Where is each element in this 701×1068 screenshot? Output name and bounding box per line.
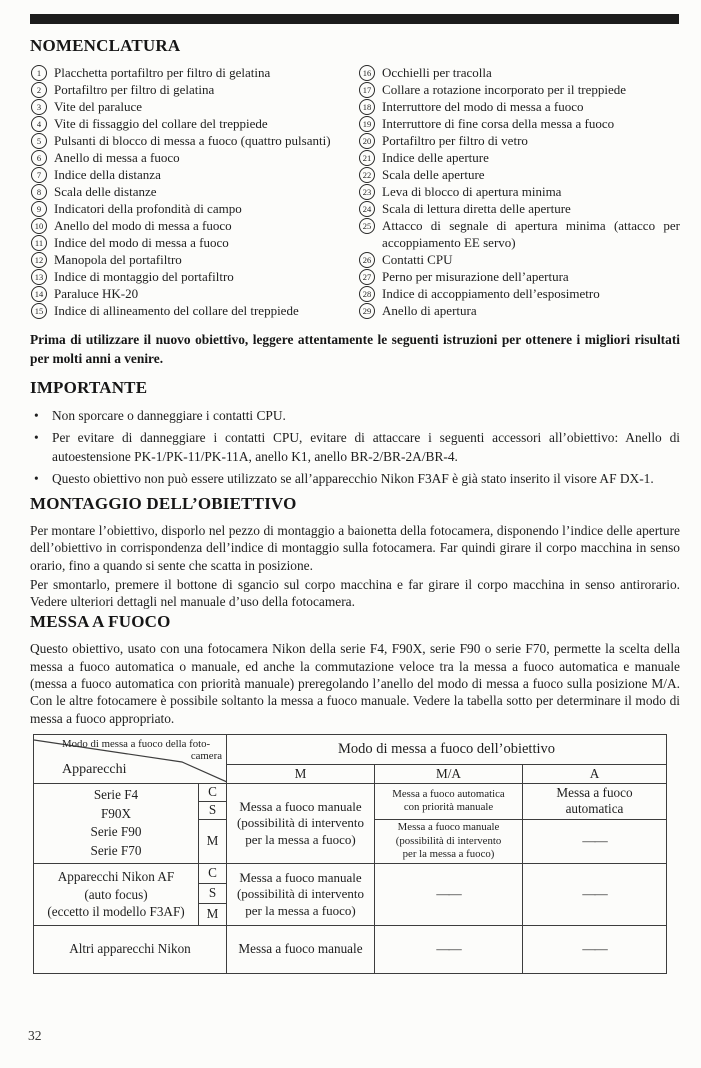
list-item-label: Contatti CPU bbox=[382, 252, 453, 267]
section-heading-nomenclatura: NOMENCLATURA bbox=[30, 36, 181, 55]
item-number-badge: 18 bbox=[359, 99, 375, 115]
item-number-badge: 8 bbox=[31, 184, 47, 200]
dash: —— bbox=[582, 833, 607, 849]
camera-name: Apparecchi Nikon AF bbox=[57, 869, 175, 885]
item-number-badge: 17 bbox=[359, 82, 375, 98]
column-header-a: A bbox=[523, 765, 667, 784]
list-item-label: Perno per misurazione dell’apertura bbox=[382, 269, 569, 284]
item-number-badge: 11 bbox=[31, 235, 47, 251]
row3-ma-result bbox=[375, 926, 523, 974]
list-item-label: Manopola del portafiltro bbox=[54, 252, 182, 267]
list-item-label: Occhielli per tracolla bbox=[382, 65, 492, 80]
row1-a-result-top bbox=[523, 784, 667, 820]
result-line: Messa a fuoco manuale bbox=[397, 821, 500, 834]
row1-ma-result-bottom bbox=[375, 820, 523, 864]
item-number-badge: 28 bbox=[359, 286, 375, 302]
row2-a-result bbox=[523, 864, 667, 926]
section-heading-messa-a-fuoco: MESSA A FUOCO bbox=[30, 612, 171, 632]
list-item bbox=[30, 285, 344, 302]
item-number-badge: 16 bbox=[359, 65, 375, 81]
item-number-badge: 21 bbox=[359, 150, 375, 166]
list-item bbox=[30, 200, 344, 217]
result-line: Messa a fuoco manuale bbox=[238, 941, 363, 957]
result-line: Messa a fuoco automatica bbox=[392, 787, 505, 800]
list-item-label: Vite del paraluce bbox=[54, 99, 143, 114]
list-item bbox=[358, 302, 680, 319]
list-item-label: Anello del modo di messa a fuoco bbox=[54, 218, 232, 233]
row1-m-result bbox=[227, 784, 375, 864]
list-item bbox=[358, 200, 680, 217]
row1-a-result-bottom bbox=[523, 820, 667, 864]
list-item bbox=[358, 183, 680, 200]
list-item-label: Indice di accoppiamento dell’esposimetro bbox=[382, 286, 600, 301]
item-number-badge: 4 bbox=[31, 116, 47, 132]
bullet-item bbox=[30, 406, 680, 426]
item-number-badge: 14 bbox=[31, 286, 47, 302]
montaggio-paragraph-1: Per montare l’obiettivo, disporlo nel pezzo di montaggio a baionetta della fotocamera, disponendo l’indice delle aperture dell’obiettivo in corrispondenza dell’indice di montaggio sulla fotocamera. Far quindi girare il corpo macchina in senso orario, fino a quando si sente che scatta in posizione. bbox=[30, 523, 680, 573]
item-number-badge: 24 bbox=[359, 201, 375, 217]
list-item-label: Indice del modo di messa a fuoco bbox=[54, 235, 229, 250]
dash: —— bbox=[436, 941, 461, 957]
nomenclatura-list bbox=[30, 64, 680, 319]
section-heading-importante: IMPORTANTE bbox=[30, 378, 148, 397]
row3-cameras-cell: Altri apparecchi Nikon bbox=[34, 926, 227, 974]
list-item bbox=[358, 217, 680, 251]
list-item bbox=[358, 115, 680, 132]
messa-paragraph: Questo obiettivo, usato con una fotocamera Nikon della serie F4, F90X, serie F90 o serie F70, permette la scelta della messa a fuoco automatica o manuale, ed anche la commutazione veloce tra la messa a fuoco automatica e manuale (messa a fuoco automatica con priorità manuale) preregolando l’anello del modo di messa a fuoco sulla posizione M/A. Con le altre fotocamere è possibile soltanto la messa a fuoco manuale. Vedere la tabella sotto per determinare il modo di messa a fuoco appropriato. bbox=[30, 641, 680, 726]
result-line: automatica bbox=[565, 801, 624, 817]
result-line: con priorità manuale bbox=[403, 801, 494, 814]
camera-name: Serie F90 bbox=[90, 824, 142, 840]
item-number-badge: 13 bbox=[31, 269, 47, 285]
row2-ma-result bbox=[375, 864, 523, 926]
list-item-label: Scala di lettura diretta delle aperture bbox=[382, 201, 571, 216]
list-item bbox=[30, 234, 344, 251]
item-number-badge: 5 bbox=[31, 133, 47, 149]
row2-cameras-cell bbox=[34, 864, 199, 926]
montaggio-paragraph-2: Per smontarlo, premere il bottone di sgancio sul corpo macchina e far girare il corpo macchina in senso antirorario. Vedere ulteriori dettagli nel manuale d’uso della fotocamera. bbox=[30, 576, 680, 610]
corner-label-camera-mode-line1: Modo di messa a fuoco della foto- bbox=[62, 737, 211, 750]
list-item bbox=[30, 251, 344, 268]
item-number-badge: 19 bbox=[359, 116, 375, 132]
item-number-badge: 2 bbox=[31, 82, 47, 98]
list-item-label: Anello di messa a fuoco bbox=[54, 150, 180, 165]
list-item bbox=[358, 149, 680, 166]
intro-note: Prima di utilizzare il nuovo obiettivo, leggere attentamente le seguenti istruzioni per ottenere i migliori risultati per molti anni a venire. bbox=[30, 332, 680, 366]
page-content bbox=[30, 36, 680, 974]
item-number-badge: 1 bbox=[31, 65, 47, 81]
bullet-icon: • bbox=[34, 470, 39, 486]
list-item-label: Scala delle distanze bbox=[54, 184, 157, 199]
dash: —— bbox=[582, 941, 607, 957]
list-item-label: Attacco di segnale di apertura minima (attacco per accoppiamento EE servo) bbox=[382, 218, 680, 250]
item-number-badge: 26 bbox=[359, 252, 375, 268]
row2-mode-s: S bbox=[199, 884, 227, 904]
list-item-label: Indice di montaggio del portafiltro bbox=[54, 269, 234, 284]
list-item bbox=[30, 64, 344, 81]
camera-name: F90X bbox=[100, 805, 132, 821]
item-number-badge: 7 bbox=[31, 167, 47, 183]
list-item-label: Paraluce HK-20 bbox=[54, 286, 139, 301]
list-item bbox=[358, 64, 680, 81]
list-item-label: Leva di blocco di apertura minima bbox=[382, 184, 562, 199]
result-line: Messa a fuoco manuale bbox=[239, 799, 362, 815]
item-number-badge: 6 bbox=[31, 150, 47, 166]
list-item-label: Indice delle aperture bbox=[382, 150, 489, 165]
bullet-item bbox=[30, 428, 680, 467]
column-header-m: M bbox=[227, 765, 375, 784]
corner-label-apparecchi: Apparecchi bbox=[62, 762, 127, 778]
list-item bbox=[30, 268, 344, 285]
row2-m-result bbox=[227, 864, 375, 926]
list-item-label: Collare a rotazione incorporato per il treppiede bbox=[382, 82, 627, 97]
list-item-label: Vite di fissaggio del collare del treppiede bbox=[54, 116, 268, 131]
list-item-label: Anello di apertura bbox=[382, 303, 477, 318]
bullet-text: Per evitare di danneggiare i contatti CPU, evitare di attaccare i seguenti accessori all’obiettivo: Anello di autoestensione PK-1/PK-11/PK-11A, anello K1, anello BR-2/BR-2A/BR-4. bbox=[52, 429, 680, 464]
bullet-text: Questo obiettivo non può essere utilizzato se all’apparecchio Nikon F3AF è già stato inserito il visore AF DX-1. bbox=[52, 470, 654, 486]
list-item bbox=[358, 132, 680, 149]
list-item-label: Interruttore di fine corsa della messa a fuoco bbox=[382, 116, 615, 131]
bullet-icon: • bbox=[34, 429, 39, 445]
item-number-badge: 15 bbox=[31, 303, 47, 319]
row1-mode-m: M bbox=[199, 820, 227, 864]
nomenclatura-right-column bbox=[358, 64, 680, 319]
row2-mode-m: M bbox=[199, 904, 227, 926]
result-line: Messa a fuoco manuale bbox=[239, 870, 362, 886]
item-number-badge: 12 bbox=[31, 252, 47, 268]
item-number-badge: 27 bbox=[359, 269, 375, 285]
row1-cameras-cell bbox=[34, 784, 199, 864]
list-item bbox=[358, 98, 680, 115]
result-line: (possibilità di intervento bbox=[395, 834, 502, 847]
dash: —— bbox=[436, 886, 461, 902]
result-line: (possibilità di intervento bbox=[236, 815, 365, 831]
list-item-label: Portafiltro per filtro di gelatina bbox=[54, 82, 215, 97]
item-number-badge: 22 bbox=[359, 167, 375, 183]
list-item bbox=[358, 268, 680, 285]
row3-a-result bbox=[523, 926, 667, 974]
list-item bbox=[358, 81, 680, 98]
lens-mode-header: Modo di messa a fuoco dell’obiettivo bbox=[227, 735, 667, 765]
dash: —— bbox=[582, 886, 607, 902]
camera-name: (eccetto il modello F3AF) bbox=[47, 904, 185, 920]
list-item-label: Indice di allineamento del collare del treppiede bbox=[54, 303, 299, 318]
result-line: per la messa a fuoco) bbox=[245, 831, 356, 847]
column-header-ma: M/A bbox=[375, 765, 523, 784]
item-number-badge: 25 bbox=[359, 218, 375, 234]
nomenclatura-left-column bbox=[30, 64, 344, 319]
camera-name: Serie F4 bbox=[93, 787, 139, 803]
list-item bbox=[358, 285, 680, 302]
list-item-label: Indicatori della profondità di campo bbox=[54, 201, 242, 216]
corner-label-camera-mode-line2: camera bbox=[190, 749, 222, 762]
camera-name: (auto focus) bbox=[84, 886, 148, 902]
list-item bbox=[30, 217, 344, 234]
result-line: per la messa a fuoco) bbox=[245, 902, 356, 918]
bullet-icon: • bbox=[34, 408, 39, 423]
list-item bbox=[30, 81, 344, 98]
top-black-bar bbox=[30, 14, 679, 24]
result-line: (possibilità di intervento bbox=[236, 886, 365, 902]
list-item bbox=[30, 149, 344, 166]
importante-bullets bbox=[30, 406, 680, 488]
item-number-badge: 23 bbox=[359, 184, 375, 200]
result-line: Messa a fuoco bbox=[556, 784, 633, 800]
row1-mode-c: C bbox=[199, 784, 227, 802]
row2-mode-c: C bbox=[199, 864, 227, 884]
list-item bbox=[30, 302, 344, 319]
list-item-label: Pulsanti di blocco di messa a fuoco (quattro pulsanti) bbox=[54, 133, 331, 148]
list-item bbox=[30, 183, 344, 200]
list-item bbox=[30, 166, 344, 183]
result-line: per la messa a fuoco) bbox=[402, 848, 495, 861]
list-item-label: Portafiltro per filtro di vetro bbox=[382, 133, 528, 148]
table-corner-cell bbox=[34, 735, 227, 784]
list-item-label: Indice della distanza bbox=[54, 167, 161, 182]
list-item bbox=[358, 251, 680, 268]
item-number-badge: 29 bbox=[359, 303, 375, 319]
bullet-text: Non sporcare o danneggiare i contatti CPU. bbox=[52, 408, 286, 423]
list-item bbox=[30, 132, 344, 149]
camera-name: Serie F70 bbox=[90, 842, 142, 858]
list-item bbox=[30, 98, 344, 115]
row3-m-result bbox=[227, 926, 375, 974]
list-item bbox=[30, 115, 344, 132]
item-number-badge: 20 bbox=[359, 133, 375, 149]
bullet-item bbox=[30, 469, 680, 489]
list-item-label: Placchetta portafiltro per filtro di gelatina bbox=[54, 65, 271, 80]
list-item-label: Scala delle aperture bbox=[382, 167, 485, 182]
list-item-label: Interruttore del modo di messa a fuoco bbox=[382, 99, 584, 114]
list-item bbox=[358, 166, 680, 183]
section-heading-montaggio: MONTAGGIO DELL’OBIETTIVO bbox=[30, 494, 297, 513]
row1-mode-s: S bbox=[199, 802, 227, 820]
page-number: 32 bbox=[28, 1028, 42, 1043]
item-number-badge: 3 bbox=[31, 99, 47, 115]
focus-mode-table bbox=[33, 734, 667, 974]
item-number-badge: 9 bbox=[31, 201, 47, 217]
row1-ma-result-top bbox=[375, 784, 523, 820]
item-number-badge: 10 bbox=[31, 218, 47, 234]
